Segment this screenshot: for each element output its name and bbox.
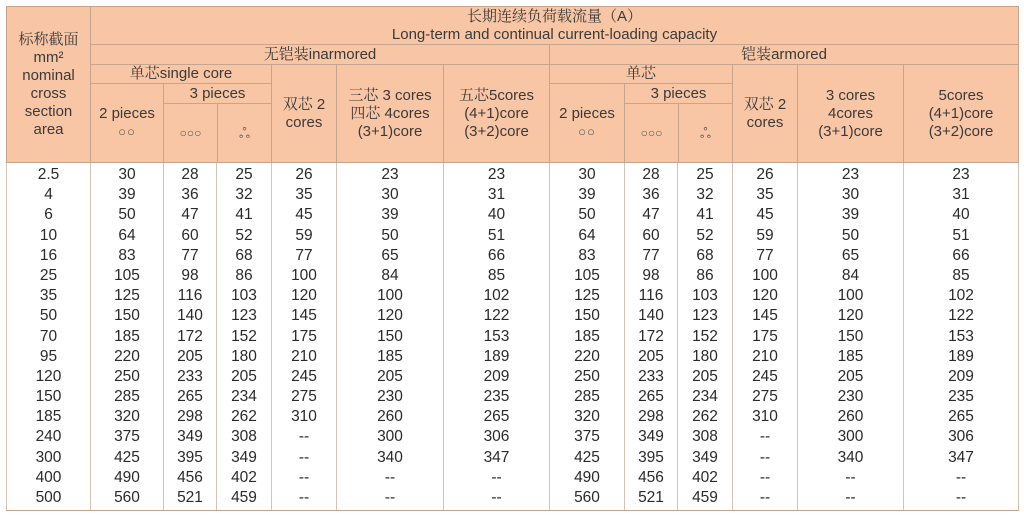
table-cell: 105 [574,266,600,284]
table-cell: 35 [39,287,58,305]
table-cell: 77 [642,246,660,264]
table-cell: -- [955,468,967,486]
table-cell: 172 [638,327,664,345]
armored-two-pieces-column [550,163,625,511]
table-cell: 300 [35,448,62,466]
arm-three-pieces-header [625,84,733,163]
table-cell: -- [759,448,771,466]
table-cell: 83 [118,246,136,264]
table-cell: 490 [114,468,140,486]
table-cell: 123 [231,307,257,325]
table-cell: 250 [114,367,140,385]
table-cell: 175 [752,327,778,345]
table-cell: 50 [578,206,596,224]
table-cell: 47 [181,206,199,224]
table-cell: 459 [692,489,718,506]
table-cell: 265 [177,388,203,406]
table-cell: 210 [752,347,778,365]
table-cell: 23 [487,166,506,183]
table-cell: 150 [574,307,600,325]
table-cell: 234 [231,388,257,406]
table-cell: 70 [39,327,58,345]
table-cell: 50 [841,226,860,244]
table-cell: -- [845,468,856,486]
table-cell: 347 [948,448,974,466]
table-cell: 4 [44,186,53,204]
table-cell: 521 [638,489,664,506]
table-cell: 152 [231,327,257,345]
table-cell: -- [384,468,396,486]
two-circles-icon: ○○ [118,124,136,139]
armored-three-trefoil-column [678,163,733,511]
table-cell: 175 [291,327,317,345]
table-cell: 36 [181,186,199,204]
table-cell: 102 [948,287,974,305]
table-cell: 32 [235,186,253,204]
table-cell: 98 [642,266,660,284]
table-cell: 153 [483,327,510,345]
table-cell: 123 [692,307,718,325]
table-cell: 490 [574,468,600,486]
table-cell: 150 [35,388,62,406]
table-cell: 145 [752,307,778,325]
table-cell: 285 [114,388,140,406]
table-cell: 120 [291,287,317,305]
armored-two-core-column [733,163,798,511]
arm-flat-three-circles-icon: ○○○ [625,104,679,162]
table-cell: 209 [948,367,974,385]
current-capacity-table [6,6,1019,511]
table-cell: 39 [841,206,860,224]
flat-three-circles-icon: ○○○ [164,104,218,162]
table-cell: 172 [177,327,203,345]
table-cell: 103 [231,287,257,305]
table-cell: 245 [752,367,778,385]
table-cell: 349 [692,448,718,466]
area-en: nominal cross section area [22,66,75,138]
table-cell: 265 [948,408,974,426]
table-cell: 86 [235,266,253,284]
table-cell: 31 [487,186,506,204]
table-cell: 210 [291,347,317,365]
table-cell: 400 [35,468,62,486]
table-cell: 349 [177,428,203,446]
table-cell: 98 [181,266,199,284]
table-cell: 60 [642,226,660,244]
table-cell: 205 [638,347,664,365]
table-cell: 456 [638,468,664,486]
table-cell: 36 [642,186,660,204]
table-cell: 240 [35,428,62,446]
table-cell: 39 [578,186,596,204]
table-cell: 39 [118,186,136,204]
table-cell: 340 [377,448,403,466]
table-cell: 320 [574,408,600,426]
table-cell: 28 [642,166,660,183]
armored-three-flat-column [625,163,678,511]
table-cell: 234 [692,388,718,406]
armored-three-core-column [798,163,904,511]
table-cell: 310 [291,408,317,426]
table-cell: 308 [692,428,718,446]
table-cell: 45 [756,206,774,224]
table-cell: 150 [114,307,140,325]
unarmored-two-core-column [272,163,337,511]
area-unit: mm² [33,48,64,66]
table-cell: 230 [377,388,403,406]
table-cell: 122 [483,307,510,325]
table-cell: 152 [692,327,718,345]
table-cell: 68 [696,246,714,264]
table-cell: 16 [39,246,58,264]
unarmored-three-flat-column [164,163,217,511]
capacity-table-container [6,6,1018,511]
table-cell: 425 [114,448,140,466]
table-cell: 60 [181,226,199,244]
two-pieces-header [91,84,164,163]
armored-five-core-column [904,163,1019,511]
table-cell: 120 [35,367,62,385]
table-cell: 209 [483,367,510,385]
title-cn: 长期连续负荷载流量（A） [467,7,643,25]
table-cell: -- [759,428,771,446]
table-cell: 125 [114,287,140,305]
table-cell: 500 [35,489,62,506]
table-cell: 116 [177,287,203,305]
table-cell: 521 [177,489,203,506]
table-cell: 66 [487,246,506,264]
table-cell: 265 [638,388,664,406]
table-cell: -- [845,489,856,506]
table-cell: 153 [948,327,974,345]
area-header [7,7,91,163]
table-cell: 100 [752,266,778,284]
table-cell: 306 [483,428,510,446]
table-body-row [7,163,1019,511]
table-cell: 298 [638,408,664,426]
table-cell: 26 [756,166,774,183]
unarmored-three-core-column [337,163,444,511]
table-cell: 120 [377,307,403,325]
table-cell: 220 [574,347,600,365]
table-cell: 66 [952,246,970,264]
table-cell: 105 [114,266,140,284]
table-cell: 35 [295,186,313,204]
table-cell: 64 [578,226,596,244]
table-cell: 25 [39,266,58,284]
table-cell: 395 [638,448,664,466]
table-cell: 30 [578,166,596,183]
table-cell: 65 [381,246,399,264]
table-cell: -- [955,489,967,506]
table-cell: 306 [948,428,974,446]
table-cell: 85 [952,266,970,284]
table-cell: 185 [837,347,864,365]
table-cell: 260 [837,408,864,426]
table-cell: 560 [114,489,140,506]
table-cell: 47 [642,206,660,224]
table-cell: 347 [483,448,510,466]
table-cell: 40 [487,206,506,224]
table-cell: 77 [756,246,774,264]
table-cell: 180 [231,347,257,365]
table-cell: 185 [377,347,403,365]
table-cell: -- [298,489,310,506]
table-cell: 308 [231,428,257,446]
table-cell: 59 [756,226,774,244]
table-cell: 84 [381,266,399,284]
single-core-header: 单芯single core [91,65,272,84]
table-cell: 425 [574,448,600,466]
unarmored-three-trefoil-column [217,163,272,511]
table-cell: 102 [483,287,510,305]
table-cell: 145 [291,307,317,325]
table-cell: 205 [231,367,257,385]
table-cell: 23 [381,166,399,183]
table-cell: 85 [487,266,506,284]
table-cell: -- [298,448,310,466]
armored-header: 铠装armored [550,45,1019,65]
table-cell: 233 [638,367,664,385]
five-core-header: 五芯5cores (4+1)core (3+2)core [444,65,550,163]
table-cell: 30 [118,166,136,183]
table-cell: 300 [377,428,403,446]
arm-three-pieces-label: 3 pieces [625,84,732,104]
table-cell: 275 [752,388,778,406]
table-cell: 262 [231,408,257,426]
table-cell: 50 [381,226,399,244]
table-cell: 41 [696,206,714,224]
table-cell: 320 [114,408,140,426]
arm-trefoil-circles-icon: ஃ [700,125,711,141]
table-cell: 375 [114,428,140,446]
table-cell: 86 [696,266,714,284]
table-cell: 100 [377,287,403,305]
table-cell: 262 [692,408,718,426]
table-cell: 185 [35,408,62,426]
arm-five-core-header: 5cores (4+1)core (3+2)core [904,65,1019,163]
table-cell: 23 [952,166,970,183]
table-cell: -- [298,468,310,486]
arm-two-circles-icon: ○○ [578,124,596,139]
table-cell: 30 [841,186,860,204]
table-cell: 189 [948,347,974,365]
table-cell: 84 [841,266,860,284]
table-cell: 31 [952,186,970,204]
table-cell: 402 [692,468,718,486]
table-cell: 265 [483,408,510,426]
table-cell: 205 [837,367,864,385]
table-cell: 230 [837,388,864,406]
unarmored-five-core-column [444,163,550,511]
table-cell: 59 [295,226,313,244]
table-cell: 52 [696,226,714,244]
table-cell: 245 [291,367,317,385]
area-column [7,163,91,511]
table-cell: -- [491,489,502,506]
table-cell: 23 [841,166,860,183]
two-pieces-label: 2 pieces [99,105,155,122]
arm-single-core-header: 单芯 [550,65,733,84]
unarmored-header: 无铠装inarmored [91,45,550,65]
table-cell: 220 [114,347,140,365]
table-cell: 10 [39,226,58,244]
table-cell: 150 [377,327,403,345]
table-cell: 6 [44,206,53,224]
table-cell: 205 [177,347,203,365]
three-pieces-label: 3 pieces [164,84,271,104]
table-cell: 395 [177,448,203,466]
table-cell: 68 [235,246,253,264]
table-cell: 180 [692,347,718,365]
unarmored-two-pieces-column [91,163,164,511]
table-cell: 340 [837,448,864,466]
table-cell: 459 [231,489,257,506]
table-cell: 150 [837,327,864,345]
table-cell: 30 [381,186,399,204]
table-cell: 116 [638,287,664,305]
table-cell: 185 [114,327,140,345]
table-cell: 205 [692,367,718,385]
table-cell: -- [298,428,310,446]
table-cell: 120 [752,287,778,305]
table-cell: 50 [118,206,136,224]
table-cell: 235 [483,388,510,406]
table-cell: 25 [696,166,714,183]
table-cell: 122 [948,307,974,325]
table-cell: 402 [231,468,257,486]
table-cell: 103 [692,287,718,305]
table-cell: 185 [574,327,600,345]
table-cell: 39 [381,206,399,224]
table-cell: 233 [177,367,203,385]
table-cell: 275 [291,388,317,406]
table-cell: 83 [578,246,596,264]
table-cell: 349 [638,428,664,446]
twin-core-header: 双芯 2 cores [272,65,337,163]
table-cell: 260 [377,408,403,426]
table-cell: 65 [841,246,860,264]
table-cell: 125 [574,287,600,305]
table-cell: 41 [235,206,253,224]
table-cell: 77 [181,246,199,264]
table-cell: 250 [574,367,600,385]
table-cell: -- [384,489,396,506]
trefoil-circles-icon: ஃ [239,125,250,141]
table-cell: 285 [574,388,600,406]
table-cell: 45 [295,206,313,224]
arm-two-pieces-header [550,84,625,163]
table-cell: 50 [39,307,58,325]
table-cell: 95 [39,347,58,365]
table-cell: 32 [696,186,714,204]
table-cell: 349 [231,448,257,466]
table-cell: 140 [638,307,664,325]
table-cell: 28 [181,166,199,183]
arm-three-core-header: 3 cores 4cores (3+1)core [798,65,904,163]
table-cell: 35 [756,186,774,204]
table-cell: 64 [118,226,136,244]
table-cell: 51 [952,226,970,244]
area-cn: 标称截面 [18,30,79,48]
table-cell: 2.5 [37,166,60,183]
table-cell: 25 [235,166,253,183]
table-cell: 310 [752,408,778,426]
table-cell: 375 [574,428,600,446]
table-cell: 560 [574,489,600,506]
table-cell: 456 [177,468,203,486]
table-cell: 51 [487,226,506,244]
table-cell: 40 [952,206,970,224]
table-cell: 77 [295,246,313,264]
table-cell: -- [491,468,502,486]
table-cell: 26 [295,166,313,183]
table-cell: 235 [948,388,974,406]
table-cell: 100 [291,266,317,284]
table-cell: 120 [837,307,864,325]
table-cell: 140 [177,307,203,325]
table-cell: 298 [177,408,203,426]
table-cell: 205 [377,367,403,385]
table-cell: 189 [483,347,510,365]
three-pieces-header [164,84,272,163]
table-cell: 300 [837,428,864,446]
table-cell: 52 [235,226,253,244]
table-cell: -- [759,468,771,486]
arm-twin-core-header: 双芯 2 cores [733,65,798,163]
arm-two-pieces-label: 2 pieces [559,105,615,122]
table-cell: -- [759,489,771,506]
title-en: Long-term and continual current-loading capacity [391,25,718,43]
three-core-header: 三芯 3 cores 四芯 4cores (3+1)core [337,65,444,163]
table-cell: 100 [837,287,864,305]
title-header [91,7,1019,45]
